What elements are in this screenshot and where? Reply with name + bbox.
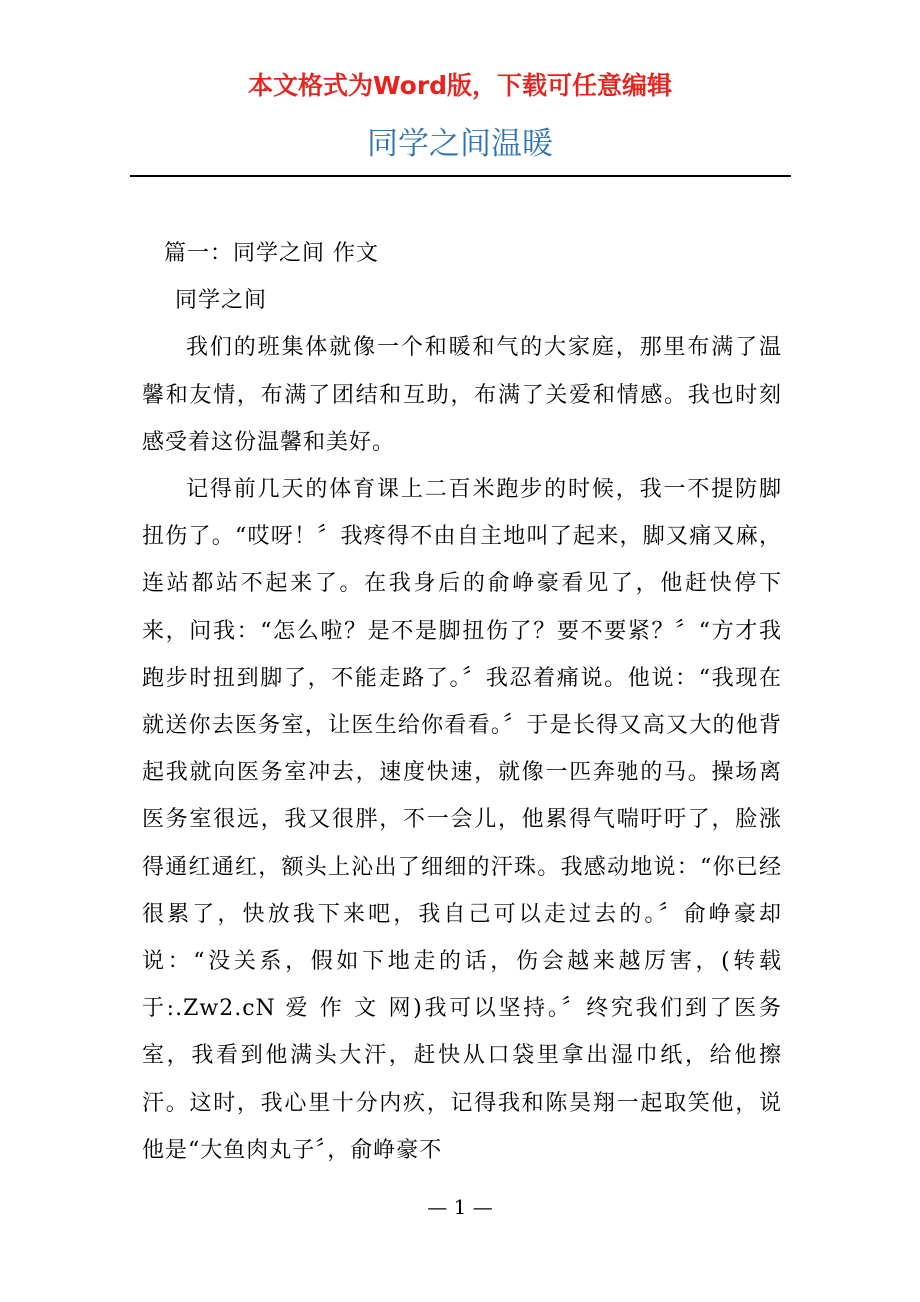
paragraph: 记得前几天的体育课上二百米跑步的时候，我一不提防脚扭伤了。“哎呀！〞我疼得不由自主地叫了起来，脚又痛又麻，连站都站不起来了。在我身后的俞峥豪看见了，他赶快停下来，问我：“怎么啦？是不是脚扭伤了？要不要紧？〞“方才我跑步时扭到脚了，不能走路了。〞我忍着痛说。他说：“我现在就送你去医务室，让医生给你看看。〞于是长得又高又大的他背起我就向医务室冲去，速度快速，就像一匹奔驰的马。操场离医务室很远，我又很胖，不一会儿，他累得气喘吁吁了，脸涨得通红通红，额头上沁出了细细的汗珠。我感动地说：“你已经很累了，快放我下来吧，我自己可以走过去的。〞俞峥豪却说：“没关系，假如下地走的话，伤会越来越厉害，(转载于:.Zw2.cN 爱 作 文 网)我可以坚持。〞终究我们到了医务室，我看到他满头大汗，赶快从口袋里拿出湿巾纸，给他擦汗。这时，我心里十分内疚，记得我和陈昊翔一起取笑他，说他是“大鱼肉丸子〞，俞峥豪不 [142, 477, 782, 1163]
article-subheading: 同学之间 [175, 288, 268, 314]
paragraph: 我们的班集体就像一个和暖和气的大家庭，那里布满了温馨和友情，布满了团结和互助，布满了关爱和情感。我也时刻感受着这份温馨和美好。 [142, 335, 782, 455]
format-banner: 本文格式为Word版，下载可任意编辑 [247, 71, 673, 100]
article-heading: 篇一：同学之间 作文 [164, 241, 379, 266]
article-body [142, 230, 782, 1174]
document-title: 同学之间温暖 [367, 126, 553, 162]
title-divider [130, 175, 791, 177]
page-number: — 1 — [427, 1195, 493, 1219]
